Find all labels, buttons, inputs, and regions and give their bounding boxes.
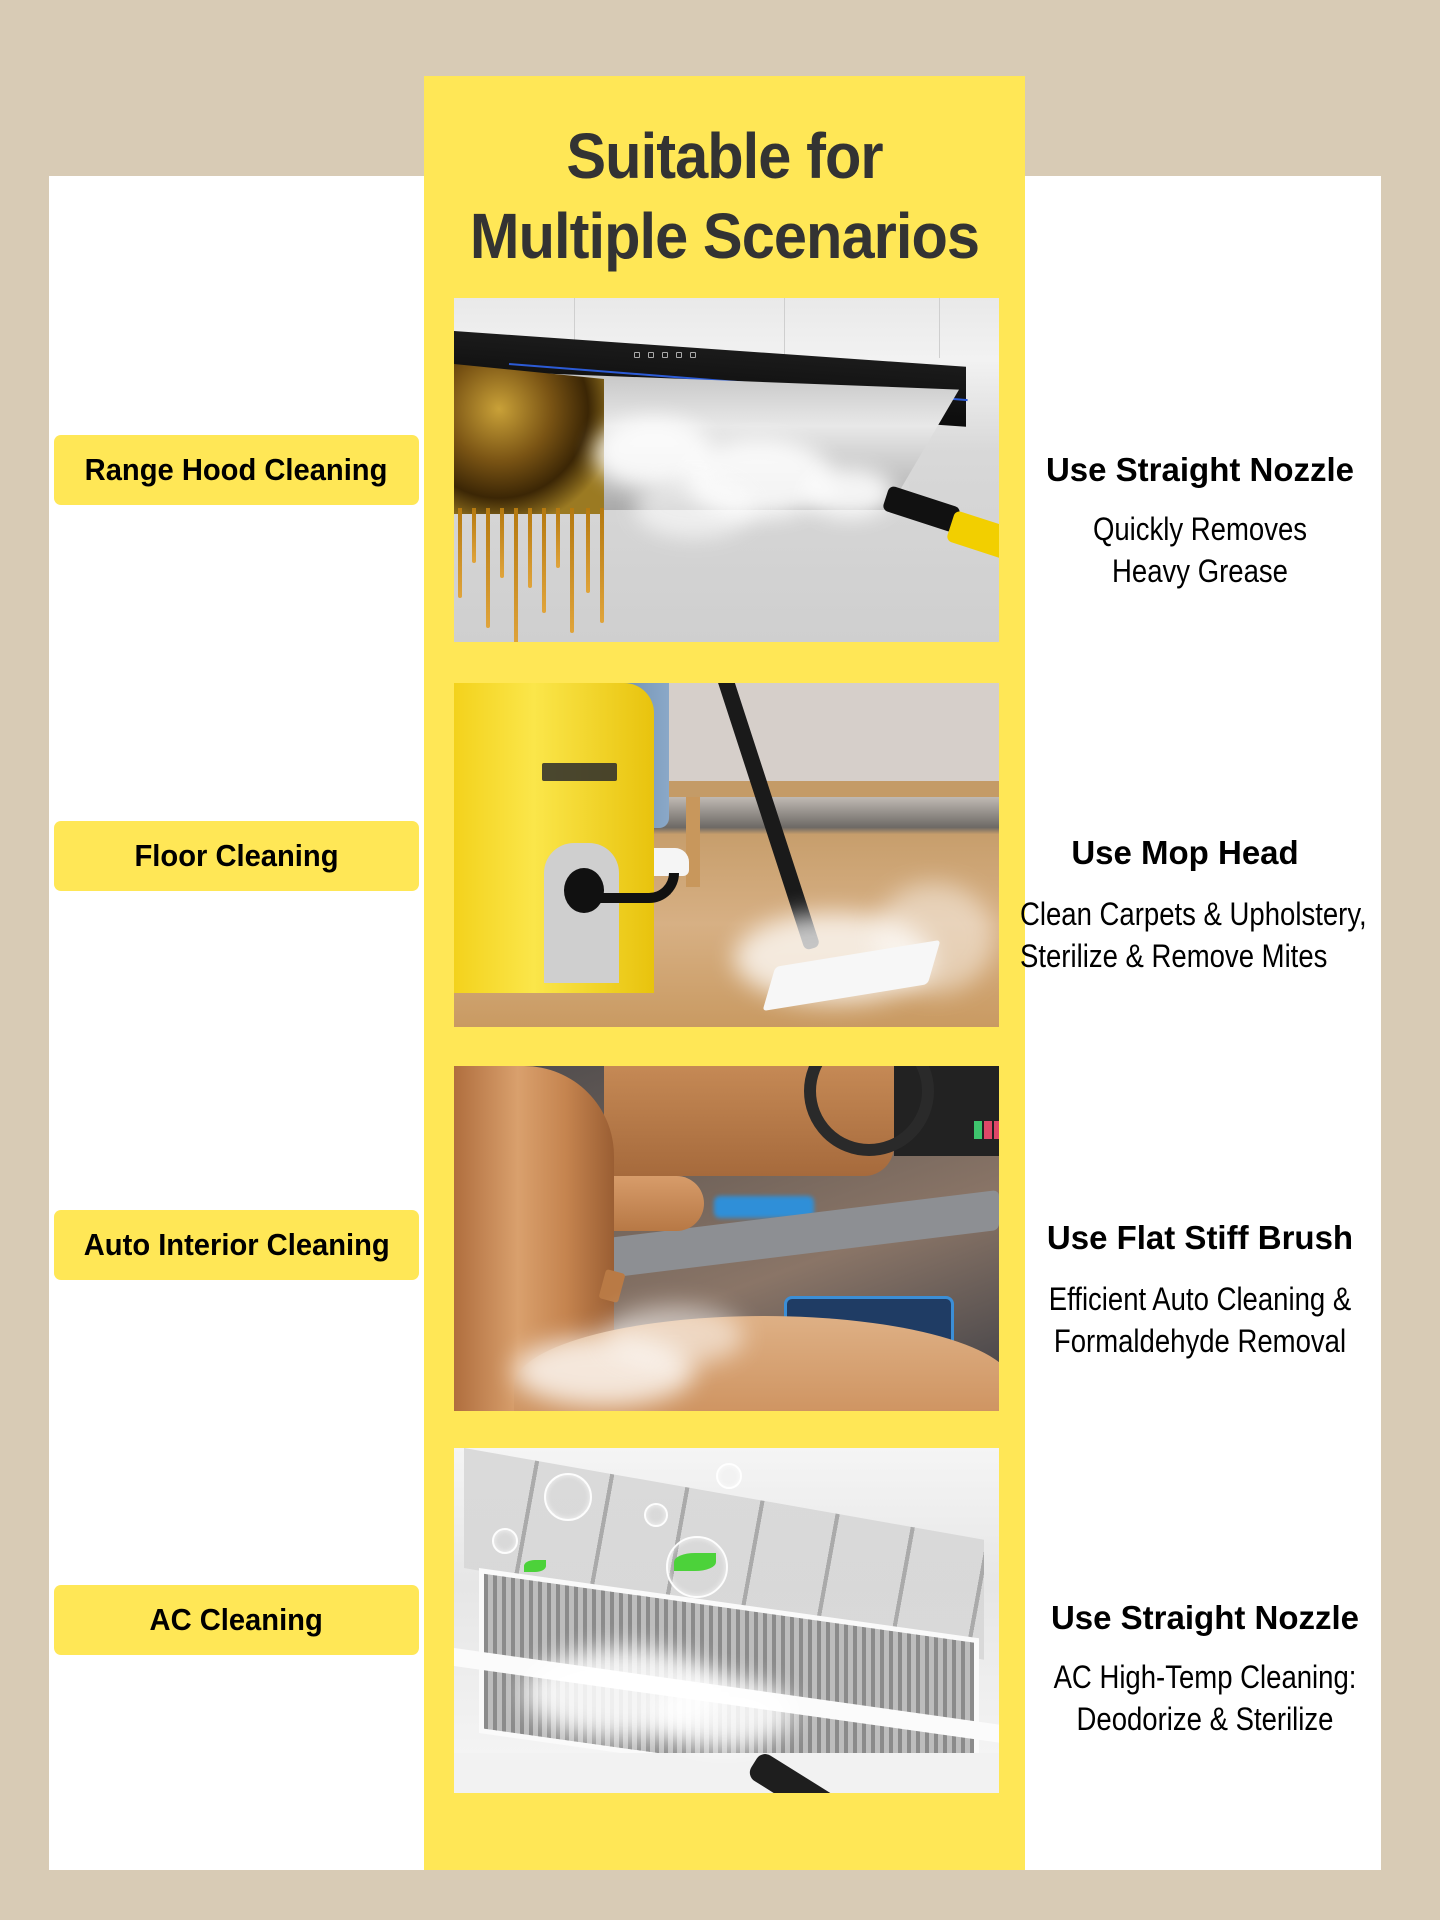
scenario-label-range-hood <box>54 435 419 505</box>
range-hood-buttons <box>634 352 696 358</box>
tool-heading: Use Mop Head <box>1071 834 1299 871</box>
scenario-tool-range-hood <box>1020 450 1380 592</box>
scenario-tool-auto-interior <box>1020 1218 1380 1362</box>
description-line: Sterilize & Remove Mites <box>1020 938 1328 974</box>
scenario-label-ac <box>54 1585 419 1655</box>
sofa <box>669 683 999 793</box>
description-line: Formaldehyde Removal <box>1053 1323 1347 1359</box>
grease-stain <box>454 364 604 514</box>
range-hood-photo <box>454 298 999 642</box>
page-title <box>424 116 1025 276</box>
scenario-label-floor <box>54 821 419 891</box>
page-title-line-2: Multiple Scenarios <box>469 200 980 272</box>
description-line: AC High-Temp Cleaning: <box>1053 1659 1357 1695</box>
scenario-label-text: Floor Cleaning <box>134 838 339 873</box>
scenario-tool-ac <box>1010 1598 1400 1740</box>
yellow-handle <box>946 510 999 562</box>
description-line: Deodorize & Sterilize <box>1076 1701 1334 1737</box>
description-line: Efficient Auto Cleaning & <box>1048 1281 1352 1317</box>
ac-cleaning-photo <box>454 1448 999 1793</box>
tool-heading: Use Flat Stiff Brush <box>1046 1219 1354 1256</box>
floor-cleaning-photo <box>454 683 999 1027</box>
tool-description <box>1010 1656 1400 1740</box>
page-title-line-1: Suitable for <box>566 120 883 192</box>
tool-description <box>1020 508 1380 592</box>
tool-description <box>1020 1278 1380 1362</box>
description-line: Clean Carpets & Upholstery, <box>1020 896 1367 932</box>
steam-hose <box>594 873 679 903</box>
tool-description <box>1020 893 1380 977</box>
auto-interior-photo <box>454 1066 999 1411</box>
tool-heading: Use Straight Nozzle <box>1050 1599 1360 1636</box>
scenario-label-auto-interior <box>54 1210 419 1280</box>
description-line: Heavy Grease <box>1112 553 1288 589</box>
description-line: Quickly Removes <box>1092 511 1308 547</box>
scenario-label-text: Range Hood Cleaning <box>85 452 388 487</box>
scenario-tool-floor <box>1020 833 1380 977</box>
scenario-label-text: Auto Interior Cleaning <box>83 1227 390 1262</box>
tool-heading: Use Straight Nozzle <box>1045 451 1355 488</box>
scenario-label-text: AC Cleaning <box>149 1602 324 1637</box>
